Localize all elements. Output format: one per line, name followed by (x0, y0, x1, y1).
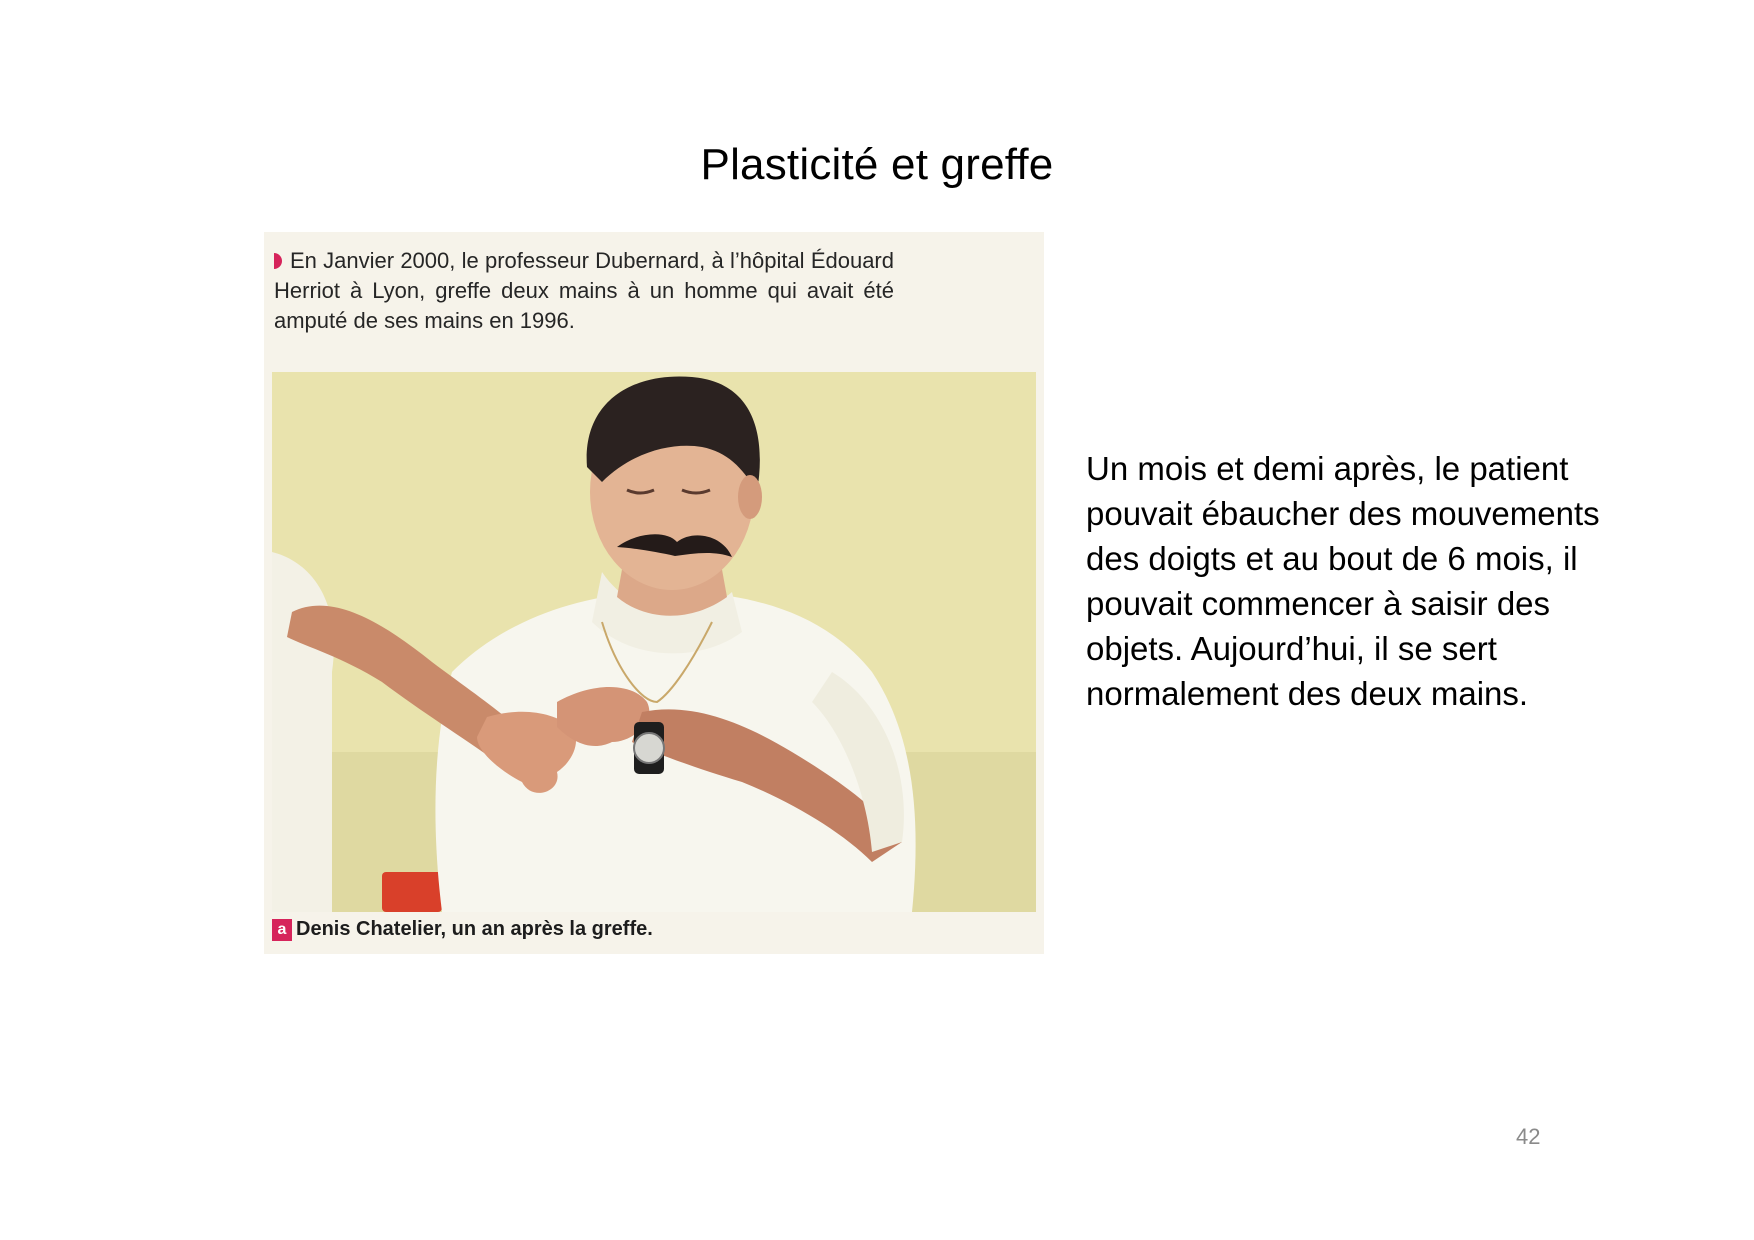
body-paragraph: Un mois et demi après, le patient pouvait ébaucher des mouvements des doigts et au bout de 6 mois, il pouvait commencer à saisir des objets. Aujourd’hui, il se sert normalement des deux mains. (1086, 450, 1600, 712)
man-with-grafted-hands-illustration (272, 372, 1036, 912)
photo-caption-text: Denis Chatelier, un an après la greffe. (296, 918, 653, 940)
figure-intro-text: En Janvier 2000, le professeur Dubernard, à l’hôpital Édouard Herriot à Lyon, greffe deux mains à un homme qui avait été amputé de ses mains en 1996. (274, 248, 894, 333)
transplant-photo (272, 372, 1036, 912)
photo-caption (272, 918, 653, 941)
page-number: 42 (1516, 1124, 1541, 1149)
figure-intro (274, 246, 894, 336)
bullet-icon (274, 253, 282, 269)
slide-title: Plasticité et greffe (700, 140, 1054, 189)
panel-letter: a (272, 919, 292, 941)
textbook-scan (264, 232, 1044, 954)
